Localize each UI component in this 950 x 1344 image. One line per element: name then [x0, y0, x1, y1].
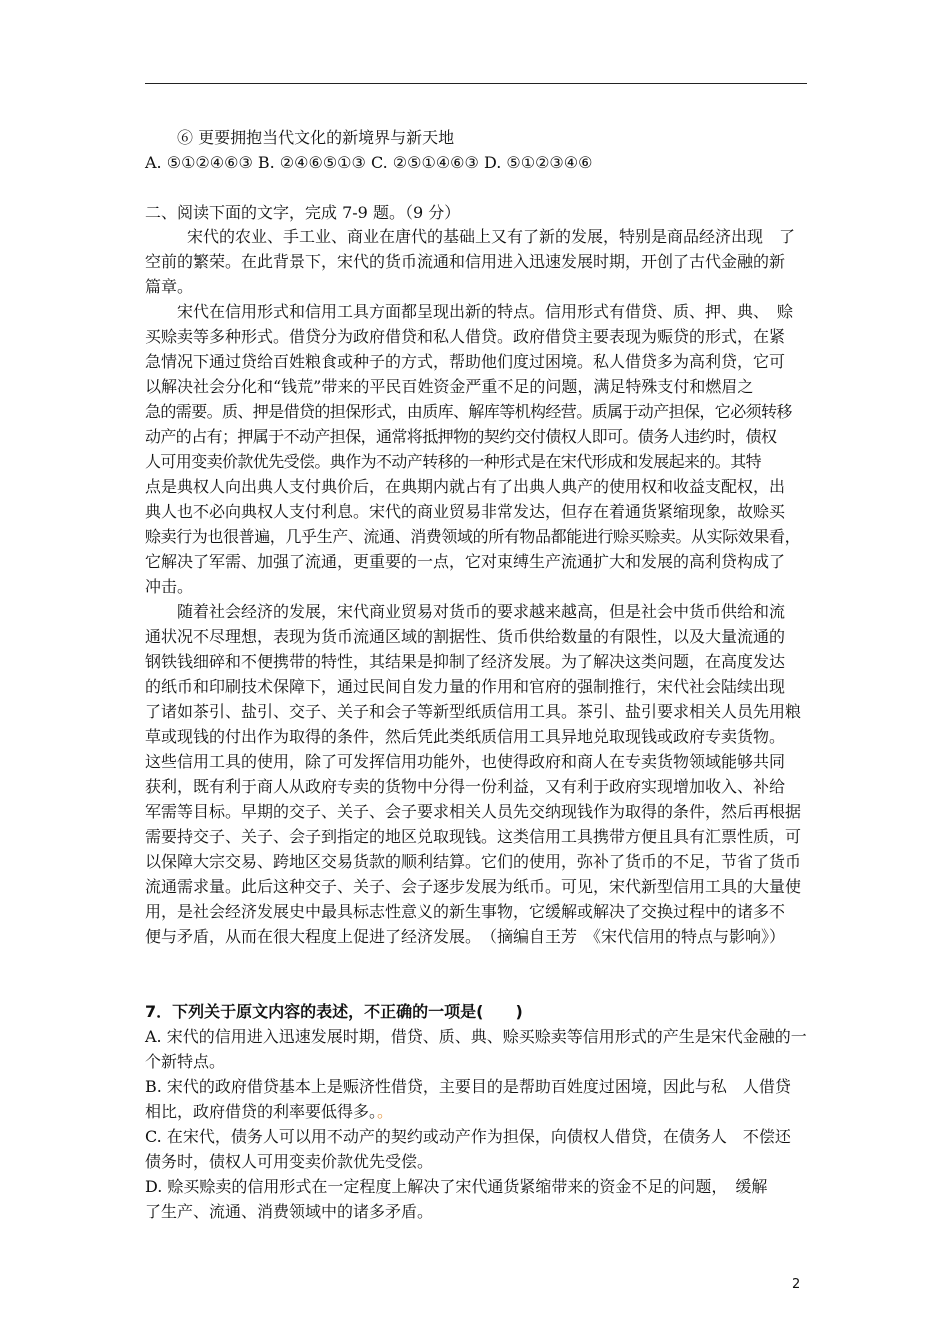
passage-line: 急的需要。质、押是借贷的担保形式，由质库、解库等机构经营。质属于动产担保，它必须转移	[145, 402, 792, 421]
passage-line: 篇章。	[145, 277, 194, 296]
passage-line: 的纸币和印刷技术保障下，通过民间自发力量的作用和官府的强制推行，宋代社会陆续出现	[145, 677, 786, 696]
passage-line: 随着社会经济的发展，宋代商业贸易对货币的要求越来越高，但是社会中货币供给和流	[177, 602, 786, 621]
passage-line: 以解决社会分化和“钱荒”带来的平民百姓资金严重不足的问题，满足特殊支付和燃眉之	[145, 377, 754, 396]
option-b-line: B. 宋代的政府借贷基本上是赈济性借贷，主要目的是帮助百姓度过困境，因此与私 人借贷	[145, 1077, 791, 1096]
page-number: 2	[792, 1277, 801, 1292]
passage-line: 获利，既有利于商人从政府专卖的货物中分得一份利益，又有利于政府实现增加收入、补给	[145, 777, 786, 796]
option-b-text: 相比，政府借贷的利率要低得多。	[145, 1102, 378, 1121]
option-b-line	[145, 1100, 825, 1124]
question-7-stem: 7．下列关于原文内容的表述，不正确的一项是( )	[145, 1002, 523, 1021]
passage-line: 动产的占有；押属于不动产担保，通常将抵押物的契约交付债权人即可。债务人违约时，债权	[145, 427, 777, 446]
option-d-line: D. 赊买赊卖的信用形式在一定程度上解决了宋代通货紧缩带来的资金不足的问题， 缓解	[145, 1177, 768, 1196]
passage-line: 这些信用工具的使用，除了可发挥信用功能外，也使得政府和商人在专卖货物领域能够共同	[145, 752, 786, 771]
option-d-line: 了生产、流通、消费领域中的诸多矛盾。	[145, 1202, 434, 1221]
passage-line: 需要持交子、关子、会子到指定的地区兑取现钱。这类信用工具携带方便且具有汇票性质，可	[145, 827, 802, 846]
stray-mark: 。	[377, 1102, 394, 1121]
passage-line: 宋代在信用形式和信用工具方面都呈现出新的特点。信用形式有借贷、质、押、典、 赊	[177, 302, 794, 321]
option-a-line: 个新特点。	[145, 1052, 226, 1071]
passage-line: 宋代的农业、手工业、商业在唐代的基础上又有了新的发展，特别是商品经济出现 了	[187, 227, 796, 246]
option-c-line: C. 在宋代，债务人可以用不动产的契约或动产作为担保，向债权人借贷，在债务人 不偿还	[145, 1127, 791, 1146]
passage-line: 急情况下通过贷给百姓粮食或种子的方式，帮助他们度过困境。私人借贷多为高利贷，它可	[145, 352, 786, 371]
header-rule	[145, 83, 807, 84]
passage-line: 草或现钱的付出作为取得的条件，然后凭此类纸质信用工具异地兑取现钱或政府专卖货物。	[145, 727, 786, 746]
passage-line: 军需等目标。早期的交子、关子、会子要求相关人员先交纳现钱作为取得的条件，然后再根据	[145, 802, 802, 821]
passage-line: 点是典权人向出典人支付典价后，在典期内就占有了出典人典产的使用权和收益支配权，出	[145, 477, 786, 496]
passage-line: 钢铁钱细碎和不便携带的特性，其结果是抑制了经济发展。为了解决这类问题，在高度发达	[145, 652, 786, 671]
passage-line: 买赊卖等多种形式。借贷分为政府借贷和私人借贷。政府借贷主要表现为赈贷的形式，在紧	[145, 327, 786, 346]
passage-line: 典人也不必向典权人支付利息。宋代的商业贸易非常发达，但存在着通货紧缩现象，故赊买	[145, 502, 786, 521]
passage-line: 赊卖行为也很普遍，几乎生产、流通、消费领域的所有物品都能进行赊买赊卖。从实际效果看，	[145, 527, 801, 546]
item-6: ⑥ 更要拥抱当代文化的新境界与新天地	[177, 128, 455, 147]
passage-line: 以保障大宗交易、跨地区交易货款的顺利结算。它们的使用，弥补了货币的不足，节省了货币	[145, 852, 802, 871]
passage-line: 它解决了军需、加强了流通，更重要的一点，它对束缚生产流通扩大和发展的高利贷构成了	[145, 552, 786, 571]
previous-question-options: A. ⑤①②④⑥③ B. ②④⑥⑤①③ C. ②⑤①④⑥③ D. ⑤①②③④⑥	[145, 153, 593, 172]
option-a-line: A. 宋代的信用进入迅速发展时期，借贷、质、典、赊买赊卖等信用形式的产生是宋代金融的一	[145, 1027, 807, 1046]
passage-line: 人可用变卖价款优先受偿。典作为不动产转移的一种形式是在宋代形成和发展起来的。其特	[145, 452, 762, 471]
section-heading: 二、阅读下面的文字，完成 7-9 题。（9 分）	[145, 203, 461, 222]
option-c-line: 债务时，债权人可用变卖价款优先受偿。	[145, 1152, 434, 1171]
passage-line: 通状况不尽理想，表现为货币流通区域的割据性、货币供给数量的有限性，以及大量流通的	[145, 627, 786, 646]
passage-line: 空前的繁荣。在此背景下，宋代的货币流通和信用进入迅速发展时期，开创了古代金融的新	[145, 252, 786, 271]
passage-line: 冲击。	[145, 577, 194, 596]
passage-line: 了诸如茶引、盐引、交子、关子和会子等新型纸质信用工具。茶引、盐引要求相关人员先用粮	[145, 702, 802, 721]
passage-line: 流通需求量。此后这种交子、关子、会子逐步发展为纸币。可见，宋代新型信用工具的大量使	[145, 877, 802, 896]
passage-line: 用，是社会经济发展史中最具标志性意义的新生事物，它缓解或解决了交换过程中的诸多不	[145, 902, 786, 921]
passage-line: 便与矛盾，从而在很大程度上促进了经济发展。 （摘编自王芳 《宋代信用的特点与影响》）	[145, 927, 786, 946]
